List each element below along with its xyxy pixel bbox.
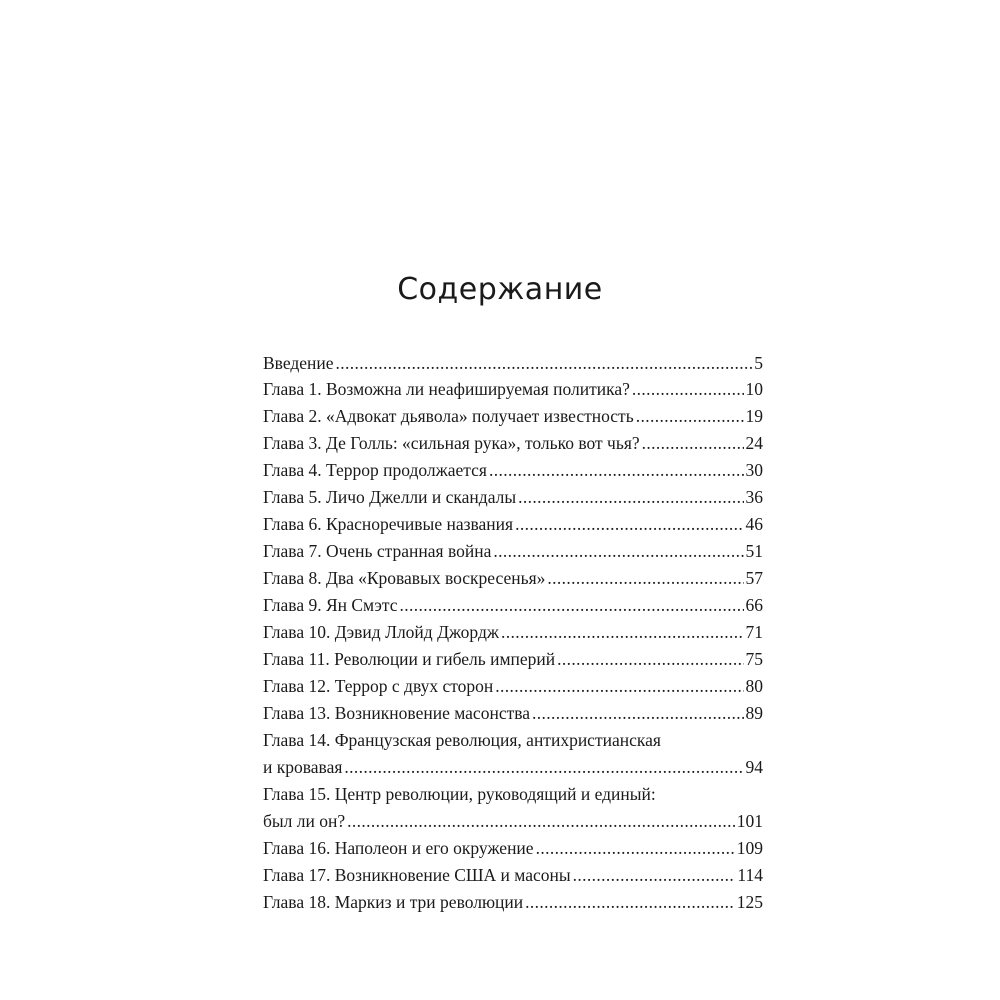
toc-page-number: 101 [736,811,763,831]
toc-entry [263,430,763,457]
toc-entry-line [263,484,763,511]
toc-entry-line [263,673,763,700]
toc-page-number: 125 [736,892,763,912]
dot-leader [547,565,743,592]
toc-entry-line [263,457,763,484]
toc-page-number: 5 [754,353,763,373]
toc-page-number: 89 [745,703,763,723]
toc-entry [263,835,763,862]
toc-title: Содержание [397,272,603,307]
toc-entry-title: Глава 8. Два «Кровавых воскресенья» [263,568,546,588]
dot-leader [532,700,743,727]
dot-leader [344,754,743,781]
toc-entry [263,511,763,538]
toc-page-number: 109 [736,838,763,858]
toc-entry-title: Введение [263,353,334,373]
toc-entry-title: Глава 11. Революции и гибель империй [263,649,556,669]
toc-entry-line [263,565,763,592]
dot-leader [536,835,735,862]
toc-entry-line [263,754,763,781]
toc-entry-line [263,700,763,727]
toc-entry-title: Глава 5. Личо Джелли и скандалы [263,487,517,507]
toc-entry [263,565,763,592]
toc-entry-line [263,889,763,916]
toc-entry [263,457,763,484]
table-of-contents [263,350,763,916]
toc-entry-title: Глава 14. Французская революция, антихристианская [263,730,661,750]
toc-entry-line [263,403,763,430]
toc-entry-line [263,646,763,673]
dot-leader [347,808,735,835]
toc-entry [263,889,763,916]
toc-entry [263,538,763,565]
dot-leader [489,457,744,484]
toc-entry-line [263,619,763,646]
toc-entry [263,673,763,700]
toc-page-number: 66 [745,595,763,615]
toc-entry-title: Глава 10. Дэвид Ллойд Джордж [263,622,499,642]
toc-entry-line [263,350,763,376]
toc-entry-title: Глава 17. Возникновение США и масоны [263,865,571,885]
toc-entry-line [263,862,763,889]
dot-leader [632,376,744,403]
toc-entry-line [263,835,763,862]
toc-page-number: 51 [745,541,763,561]
toc-page-number: 36 [745,487,763,507]
toc-entry [263,619,763,646]
toc-page-number: 30 [745,460,763,480]
toc-page-number: 71 [745,622,763,642]
toc-page-number: 46 [745,514,763,534]
toc-page-number: 19 [745,406,763,426]
dot-leader [642,430,744,457]
toc-entry-title: Глава 6. Красноречивые названия [263,514,514,534]
toc-entry [263,781,763,835]
toc-entry [263,350,763,376]
dot-leader [400,592,744,619]
toc-entry-title: Глава 15. Центр революции, руководящий и единый: [263,784,656,804]
toc-entry-title: Глава 1. Возможна ли неафишируемая политика? [263,379,630,399]
toc-page-number: 80 [745,676,763,696]
toc-entry [263,700,763,727]
toc-page-number: 114 [737,865,763,885]
dot-leader [557,646,743,673]
dot-leader [573,862,736,889]
toc-page-number: 94 [745,757,763,777]
toc-entry-title: Глава 4. Террор продолжается [263,460,487,480]
toc-entry [263,376,763,403]
dot-leader [518,484,743,511]
toc-entry [263,484,763,511]
toc-entry [263,862,763,889]
toc-entry-title: Глава 9. Ян Смэтс [263,595,398,615]
toc-entry [263,646,763,673]
dot-leader [525,889,735,916]
toc-page-number: 24 [745,433,763,453]
dot-leader [493,538,743,565]
toc-entry-title: Глава 7. Очень странная война [263,541,492,561]
toc-entry-title: Глава 13. Возникновение масонства [263,703,531,723]
toc-entry-title: Глава 16. Наполеон и его окружение [263,838,534,858]
toc-page-number: 10 [745,379,763,399]
toc-entry-title: Глава 12. Террор с двух сторон [263,676,494,696]
dot-leader [636,403,744,430]
dot-leader [515,511,743,538]
toc-page-number: 57 [745,568,763,588]
toc-entry-line [263,511,763,538]
toc-entry [263,592,763,619]
toc-entry-line [263,376,763,403]
toc-entry-title: и кровавая [263,757,343,777]
dot-leader [495,673,743,700]
toc-page-number: 75 [745,649,763,669]
toc-entry-title: Глава 2. «Адвокат дьявола» получает известность [263,406,634,426]
toc-entry-line [263,430,763,457]
toc-entry-title: Глава 3. Де Голль: «сильная рука», только вот чья? [263,433,640,453]
toc-entry-line [263,727,763,754]
toc-entry-line [263,808,763,835]
toc-entry-line [263,538,763,565]
toc-entry [263,727,763,781]
toc-entry-line [263,592,763,619]
toc-entry-title: Глава 18. Маркиз и три революции [263,892,524,912]
toc-entry [263,403,763,430]
toc-entry-title: был ли он? [263,811,346,831]
toc-entry-line [263,781,763,808]
dot-leader [501,619,744,646]
dot-leader [336,350,753,376]
